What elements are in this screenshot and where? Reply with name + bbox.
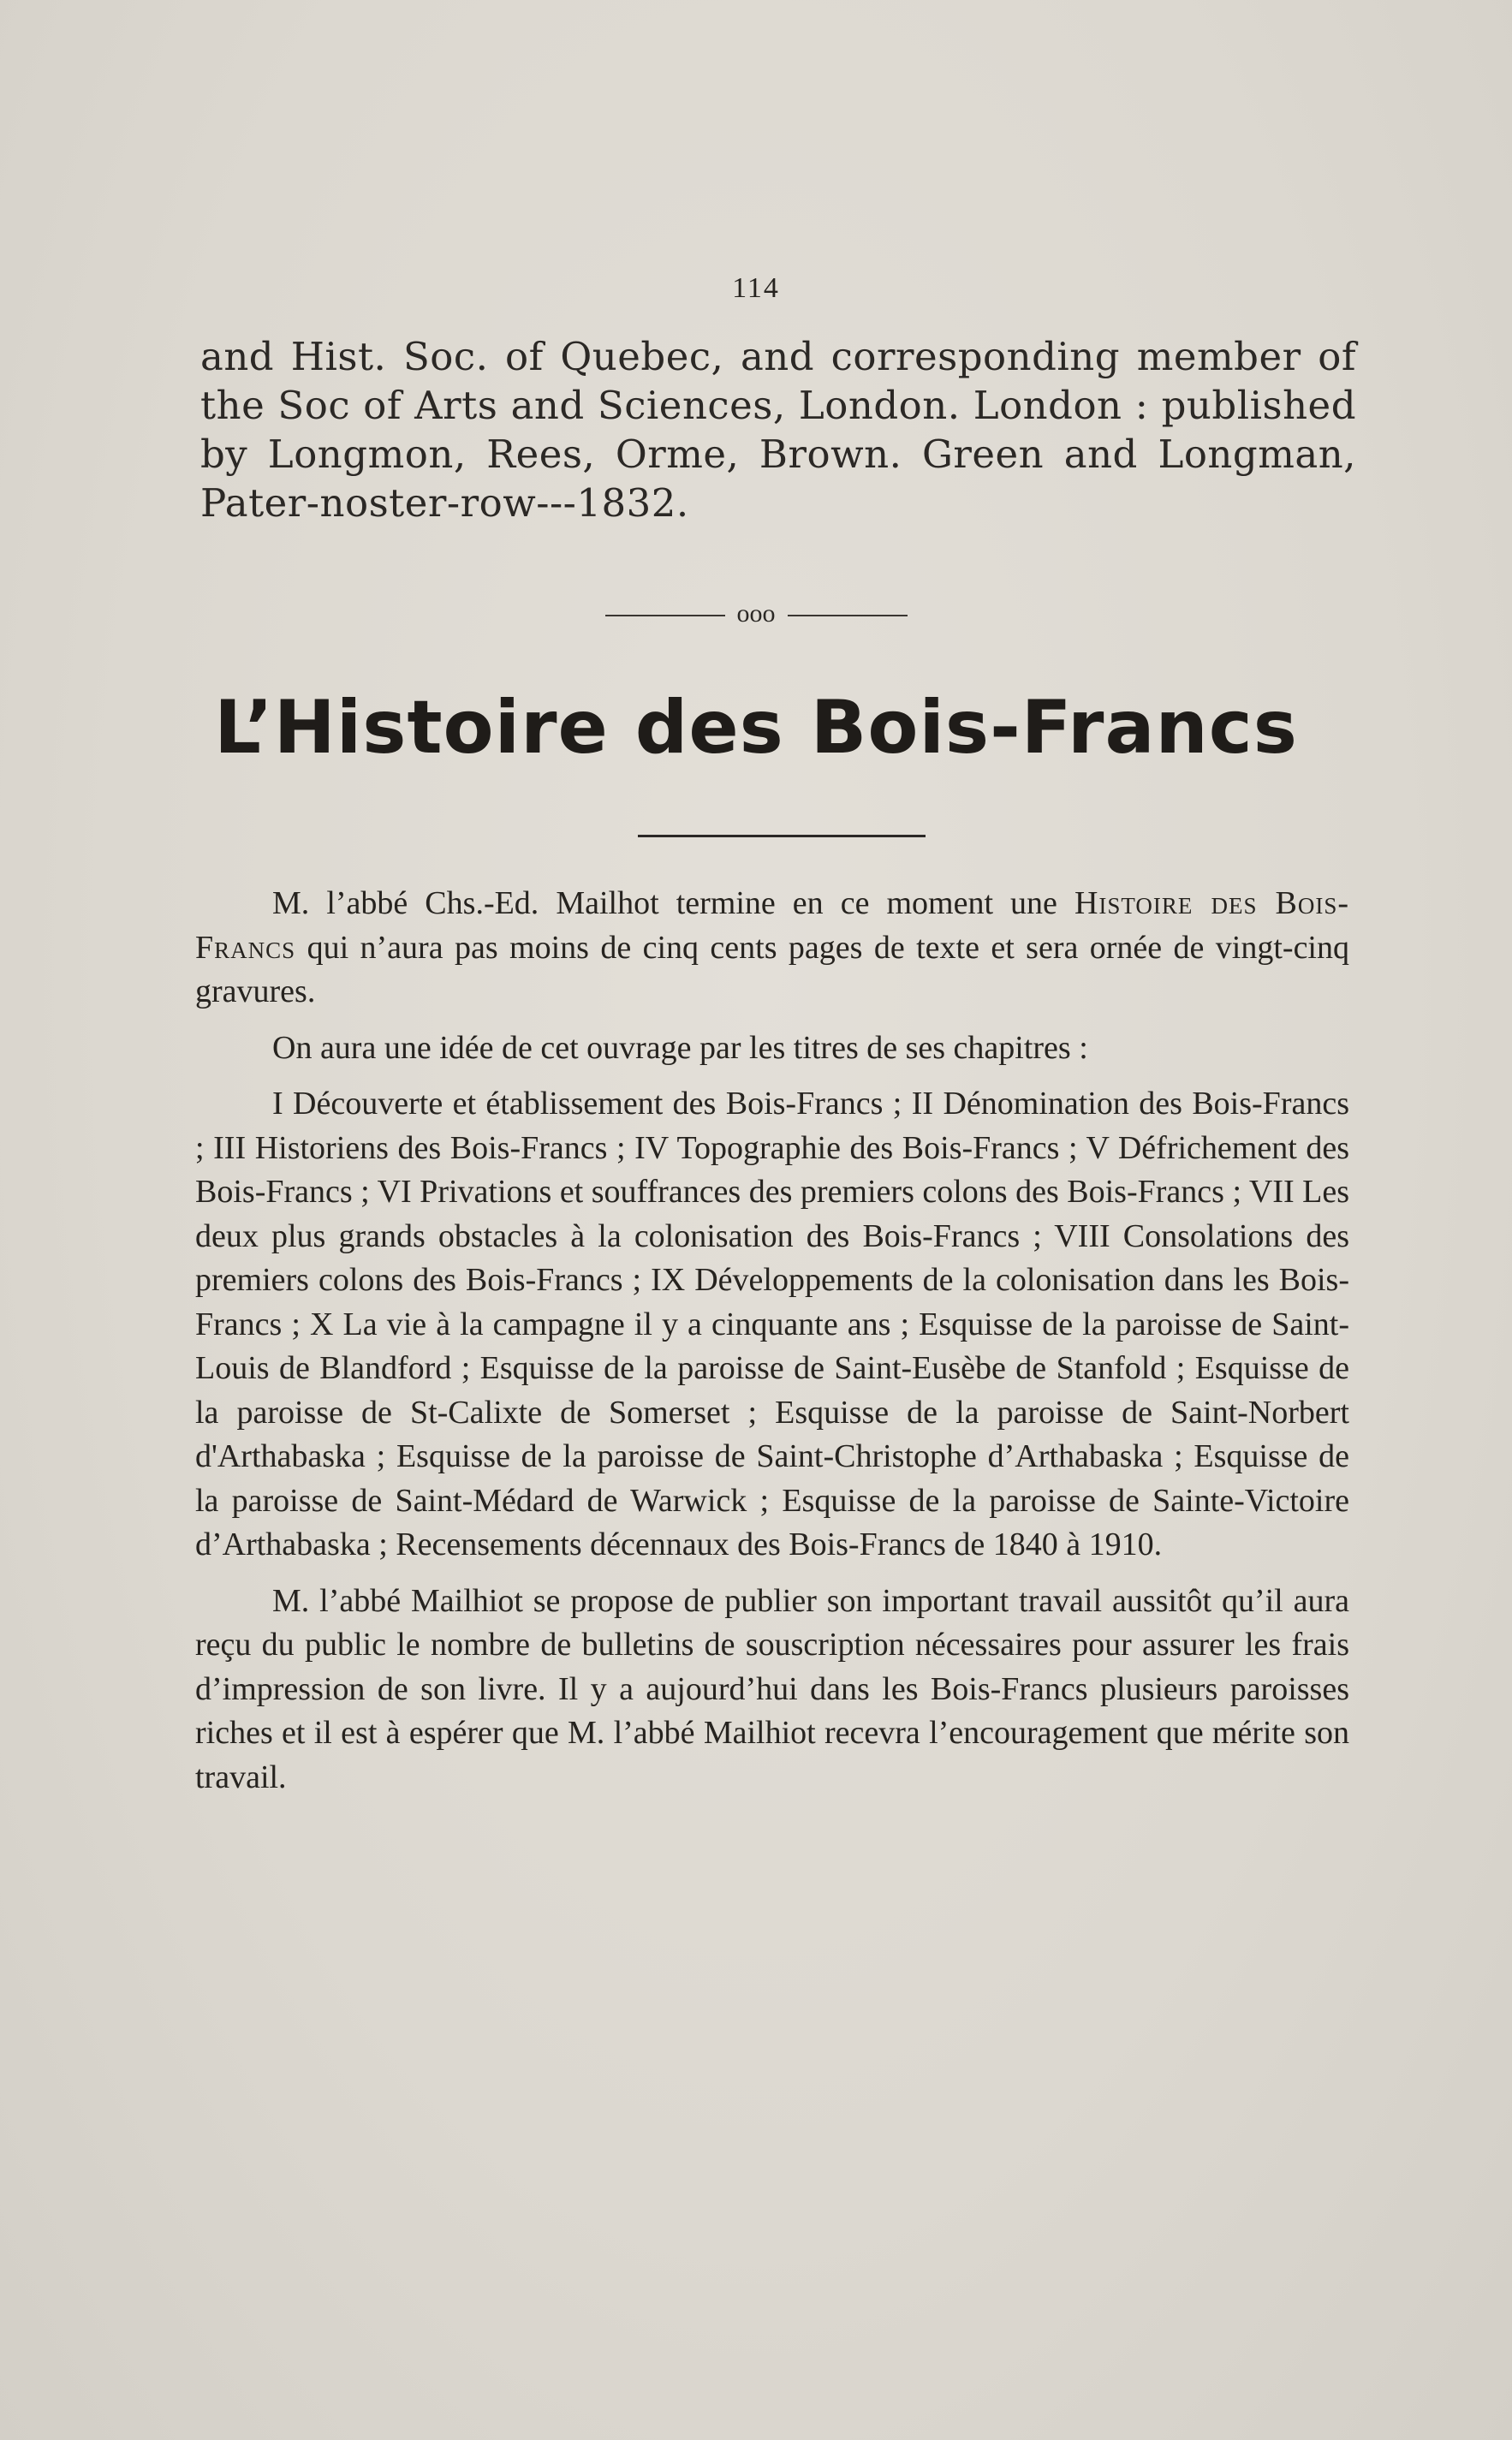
paragraph-chapter-list: I Découverte et établissement des Bois-Francs ; II Dénomination des Bois-Francs ; III Historiens des Bois-Francs ; IV Topographie des Bois-Francs ; V Défrichement des Bois-Francs ; VI Privations et souffrances des premiers colons des Bois-Francs ; VII Les deux plus grands obstacles à la colonisation des Bois-Francs ; VIII Consolations des premiers colons des Bois-Francs ; IX Développements de la colonisation dans les Bois-Francs ; X La vie à la campagne il y a cinquante ans ; Esquisse de la paroisse de Saint-Louis de Blandford ; Esquisse de la paroisse de Saint-Eusèbe de Stanfold ; Esquisse de la paroisse de St-Calixte de Somerset ; Esquisse de la paroisse de Saint-Norbert d'Arthabaska ; Esquisse de la paroisse de Saint-Christophe d’Arthabaska ; Esquisse de la paroisse de Saint-Médard de Warwick ; Esquisse de la paroisse de Sainte-Victoire d’Arthabaska ; Recensements décennaux des Bois-Francs de 1840 à 1910. (195, 1086, 1349, 1562)
paragraph-announcement-start: M. l’abbé Chs.-Ed. Mailhot termine en ce moment une (272, 885, 1074, 921)
ornament-rule-right (788, 615, 908, 616)
section-ornament (0, 599, 1512, 628)
paragraph-publication: M. l’abbé Mailhiot se propose de publier son important travail aussitôt qu’il aura reçu du public le nombre de bulletins de souscription nécessaires pour assurer les frais d’impression de son livre. Il y a aujourd’hui dans les Bois-Francs plusieurs paroisses riches et il est à espérer que M. l’abbé Mailhiot recevra l’encouragement que mérite son travail. (195, 1582, 1349, 1795)
paragraph-announcement (195, 882, 1349, 1015)
continuation-paragraph: and Hist. Soc. of Quebec, and corresponding member of the Soc of Arts and Sciences, London. London : published by Longmon, Rees, Orme, Brown. Green and Longman, Pater-noster-row---1832. (200, 334, 1356, 526)
book-title-smallcaps: Histoire des Bois-Francs (195, 885, 1350, 966)
paragraph-intro-chapters: On aura une idée de cet ouvrage par les titres de ses chapitres : (272, 1029, 1088, 1066)
page-number: 114 (732, 272, 780, 304)
ornament-text: ooo (736, 599, 776, 628)
article-title: L’Histoire des Bois-Francs (214, 685, 1298, 771)
ornament-rule-left (605, 615, 725, 616)
paragraph-announcement-end: qui n’aura pas moins de cinq cents pages de texte et sera ornée de vingt-cinq gravures. (195, 929, 1349, 1009)
title-underline-rule (638, 835, 926, 837)
article-body (195, 882, 1349, 1812)
